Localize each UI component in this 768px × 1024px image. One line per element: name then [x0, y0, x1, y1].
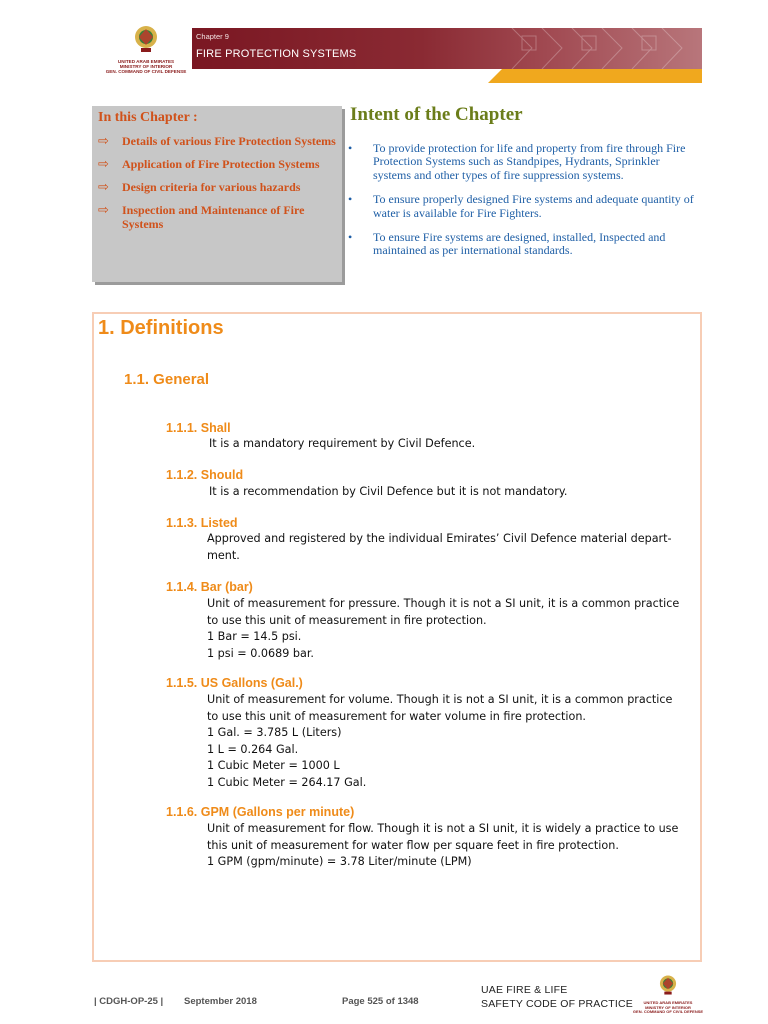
term-line: ment. — [207, 548, 240, 562]
footer-brand-line-1: UAE FIRE & LIFE — [481, 984, 568, 996]
term-listed-label: 1.1.3. Listed — [166, 516, 238, 530]
chapter-topic: Inspection and Maintenance of Fire Systems — [122, 203, 305, 231]
logo-line-1: UNITED ARAB EMIRATES — [117, 59, 175, 64]
list-item — [96, 134, 336, 148]
term-bar-body — [207, 596, 697, 662]
definitions-heading: 1. Definitions — [98, 317, 224, 339]
term-line: to use this unit of measurement for water volume in fire protection. — [207, 709, 586, 723]
footer-logo-line-3: GEN. COMMAND OF CIVIL DEFENSE — [632, 1009, 704, 1015]
term-line: 1 Cubic Meter = 264.17 Gal. — [207, 775, 367, 789]
intent-title: Intent of the Chapter — [350, 104, 523, 125]
list-item — [96, 180, 336, 194]
term-line: 1 L = 0.264 Gal. — [207, 742, 299, 756]
chapter-topic: Details of various Fire Protection Systems — [122, 134, 336, 148]
term-us-gallons-body — [207, 692, 697, 791]
double-arrow-icon: ⇨ — [98, 202, 109, 217]
chapter-label: Chapter 9 — [196, 32, 229, 41]
term-line: 1 psi = 0.0689 bar. — [207, 646, 314, 660]
term-line: 1 Gal. = 3.785 L (Liters) — [207, 726, 342, 739]
list-item — [96, 157, 336, 171]
double-arrow-icon: ⇨ — [98, 179, 109, 194]
bullet-dot-icon: • — [348, 230, 353, 245]
term-line: Unit of measurement for flow. Though it is not a SI unit, it is widely a practice to use — [207, 822, 679, 835]
chapter-banner — [192, 28, 702, 69]
chapter-topic: Design criteria for various hazards — [122, 180, 301, 194]
list-item — [348, 193, 698, 220]
banner-accent-bar — [192, 69, 702, 83]
intent-text: To ensure properly designed Fire systems and adequate quantity of water is available for Fire Fighters. — [373, 192, 694, 220]
banner-pattern-icon — [502, 28, 702, 69]
term-line: Approved and registered by the individual Emirates’ Civil Defence material depart- — [207, 532, 672, 545]
term-shall-label: 1.1.1. Shall — [166, 421, 231, 435]
intent-text: To provide protection for life and property from fire through Fire Protection Systems such as Standpipes, Hydrants, Sprinkler systems and other types of fire suppression systems. — [373, 141, 686, 182]
footer-logo-line-2: MINISTRY OF INTERIOR — [645, 1004, 691, 1010]
term-should-body — [209, 484, 699, 501]
chapter-topics-list — [96, 134, 336, 240]
footer-brand-line-2: SAFETY CODE OF PRACTICE — [481, 998, 634, 1010]
term-line: It is a mandatory requirement by Civil Defence. — [209, 437, 476, 450]
term-line: 1 Bar = 14.5 psi. — [207, 630, 302, 643]
term-line: Unit of measurement for pressure. Though it is not a SI unit, it is a common practice — [207, 597, 680, 610]
logo-line-2: MINISTRY OF INTERIOR — [119, 64, 173, 70]
in-this-chapter-box — [92, 106, 342, 282]
term-listed-body — [207, 531, 697, 564]
footer-doc-code: | CDGH-OP-25 | — [94, 996, 164, 1007]
footer-brand — [481, 983, 633, 1011]
chapter-title: FIRE PROTECTION SYSTEMS — [196, 48, 357, 60]
term-line: 1 GPM (gpm/minute) = 3.78 Liter/minute (LPM) — [207, 855, 472, 868]
list-item — [348, 142, 698, 182]
double-arrow-icon: ⇨ — [98, 156, 109, 171]
term-line: to use this unit of measurement in fire protection. — [207, 613, 487, 627]
term-line: It is a recommendation by Civil Defence but it is not mandatory. — [209, 485, 568, 498]
term-line: this unit of measurement for water flow per square feet in fire protection. — [207, 838, 619, 852]
term-line: Unit of measurement for volume. Though it is not a SI unit, it is a common practice — [207, 693, 673, 706]
footer-page-number: Page 525 of 1348 — [342, 996, 419, 1007]
in-this-chapter-heading: In this Chapter : — [98, 110, 198, 125]
bullet-dot-icon: • — [348, 141, 353, 155]
chapter-topic: Application of Fire Protection Systems — [122, 157, 320, 171]
ministry-logo — [96, 24, 196, 80]
list-item — [348, 231, 698, 258]
logo-line-3: GEN. COMMAND OF CIVIL DEFENSE — [105, 69, 187, 75]
double-arrow-icon: ⇨ — [98, 133, 109, 148]
bullet-dot-icon: • — [348, 192, 353, 207]
term-gpm-body — [207, 821, 697, 871]
uae-emblem-icon — [129, 24, 163, 54]
footer-logo-line-1: UNITED ARAB EMIRATES — [643, 1000, 693, 1005]
term-us-gallons-label: 1.1.5. US Gallons (Gal.) — [166, 676, 303, 690]
term-shall-body — [209, 436, 699, 453]
footer-date: September 2018 — [184, 996, 257, 1007]
term-line: 1 Cubic Meter = 1000 L — [207, 759, 340, 772]
intent-list — [348, 142, 698, 269]
term-should-label: 1.1.2. Should — [166, 468, 244, 482]
term-gpm-label: 1.1.6. GPM (Gallons per minute) — [166, 805, 355, 819]
term-bar-label: 1.1.4. Bar (bar) — [166, 580, 253, 594]
list-item — [96, 203, 336, 231]
general-subheading: 1.1. General — [124, 371, 210, 388]
intent-text: To ensure Fire systems are designed, installed, Inspected and maintained as per international standards. — [373, 230, 666, 258]
footer-ministry-logo — [630, 974, 706, 1022]
uae-emblem-icon — [655, 974, 681, 996]
